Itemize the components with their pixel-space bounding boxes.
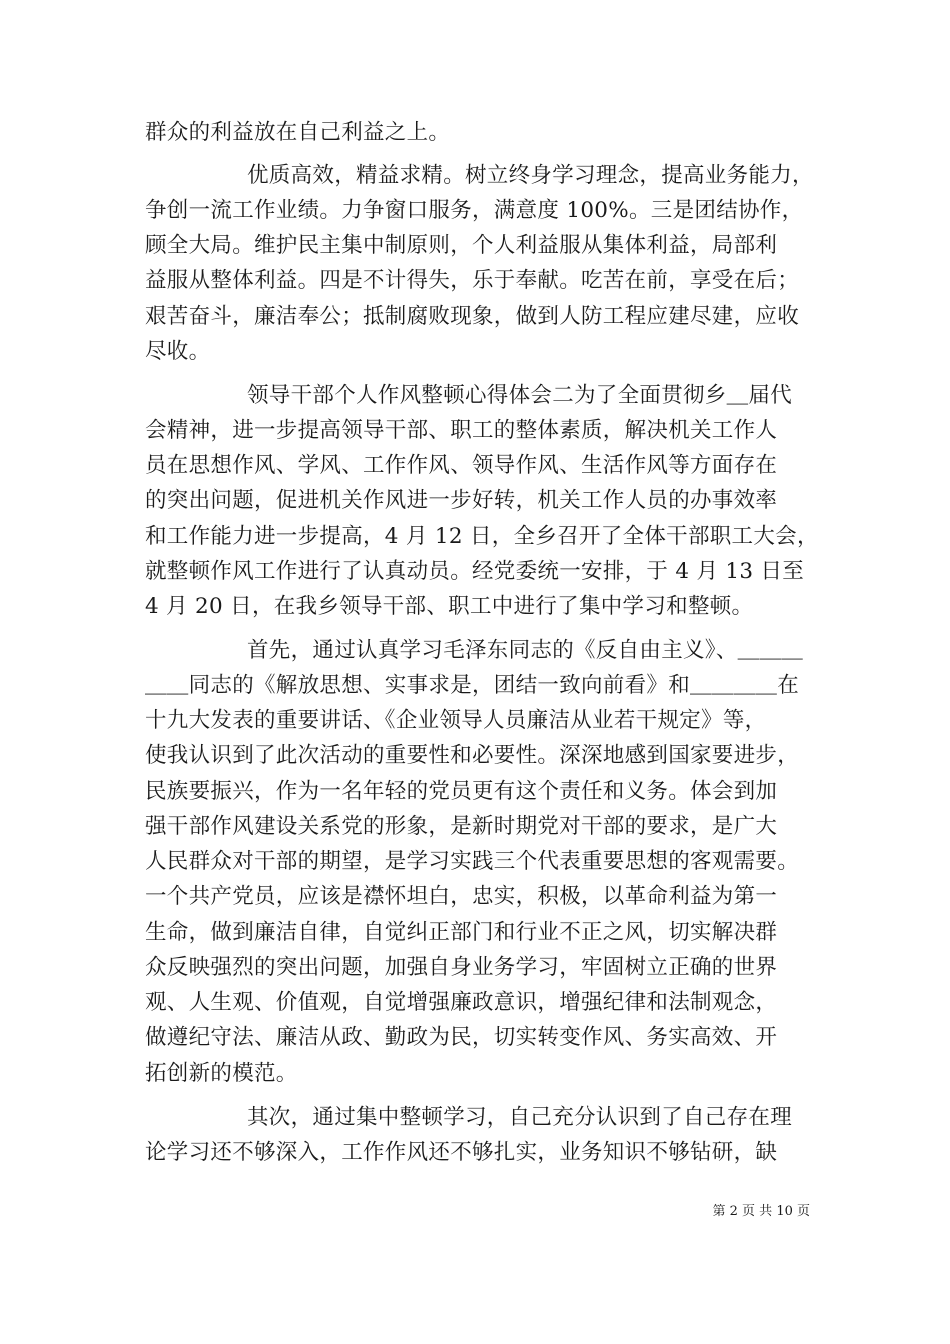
text-line: 论学习还不够深入，工作作风还不够扎实，业务知识不够钻研，缺 — [145, 1140, 778, 1165]
page-number-footer: 第 2 页 共 10 页 — [712, 1204, 810, 1219]
text-line: 强干部作风建设关系党的形象，是新时期党对干部的要求，是广大 — [145, 814, 778, 839]
text-line: 拓创新的模范。 — [145, 1061, 298, 1086]
text-line: 一个共产党员，应该是襟怀坦白，忠实，积极，以革命利益为第一 — [145, 884, 778, 909]
paragraph-first-line: 首先，通过认真学习毛泽东同志的《反自由主义》、＿＿＿ — [247, 638, 804, 663]
text-line: 十九大发表的重要讲话、《企业领导人员廉洁从业若干规定》等， — [145, 708, 767, 733]
text-line: 群众的利益放在自己利益之上。 — [145, 120, 451, 145]
text-line: 众反映强烈的突出问题，加强自身业务学习，牢固树立正确的世界 — [145, 955, 778, 980]
text-line: 会精神，进一步提高领导干部、职工的整体素质，解决机关工作人 — [145, 418, 778, 443]
text-line: 生命，做到廉洁自律，自觉纠正部门和行业不正之风，切实解决群 — [145, 920, 778, 945]
text-line: 使我认识到了此次活动的重要性和必要性。深深地感到国家要进步， — [145, 743, 800, 768]
text-line: 的突出问题，促进机关作风进一步好转，机关工作人员的办事效率 — [145, 488, 778, 513]
text-line: 益服从整体利益。四是不计得失，乐于奉献。吃苦在前，享受在后； — [145, 268, 800, 293]
text-line: 做遵纪守法、廉洁从政、勤政为民，切实转变作风、务实高效、开 — [145, 1025, 778, 1050]
text-line: 尽收。 — [145, 339, 211, 364]
text-line: ＿＿同志的《解放思想、实事求是，团结一致向前看》和＿＿＿＿在 — [145, 673, 800, 698]
text-line: 争创一流工作业绩。力争窗口服务，满意度 100%。三是团结协作， — [145, 198, 804, 223]
text-line: 观、人生观、价值观，自觉增强廉政意识，增强纪律和法制观念， — [145, 990, 778, 1015]
text-line: 就整顿作风工作进行了认真动员。经党委统一安排，于 4 月 13 日至 — [145, 559, 805, 584]
text-line: 顾全大局。维护民主集中制原则，个人利益服从集体利益，局部利 — [145, 233, 778, 258]
text-line: 艰苦奋斗，廉洁奉公；抵制腐败现象，做到人防工程应建尽建，应收 — [145, 304, 800, 329]
paragraph-first-line: 优质高效，精益求精。树立终身学习理念，提高业务能力， — [247, 163, 814, 188]
text-line: 和工作能力进一步提高，4 月 12 日，全乡召开了全体干部职工大会， — [145, 524, 819, 549]
text-line: 4 月 20 日，在我乡领导干部、职工中进行了集中学习和整顿。 — [145, 594, 754, 619]
text-line: 员在思想作风、学风、工作作风、领导作风、生活作风等方面存在 — [145, 453, 778, 478]
paragraph-first-line: 其次，通过集中整顿学习，自己充分认识到了自己存在理 — [247, 1105, 793, 1130]
text-line: 民族要振兴，作为一名年轻的党员更有这个责任和义务。体会到加 — [145, 779, 778, 804]
paragraph-first-line: 领导干部个人作风整顿心得体会二为了全面贯彻乡＿届代 — [247, 383, 793, 408]
text-line: 人民群众对干部的期望，是学习实践三个代表重要思想的客观需要。 — [145, 849, 800, 874]
